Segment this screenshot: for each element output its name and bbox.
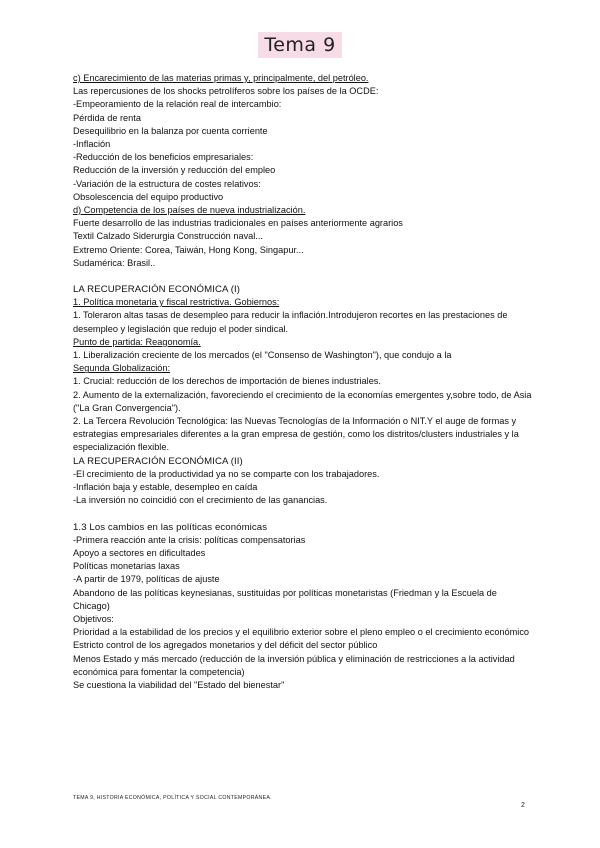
section-heading-cambios-politicas: 1.3 Los cambios en las políticas económicas: [73, 521, 268, 533]
page-number: 2: [521, 802, 525, 809]
text-line: -Inflación baja y estable, desempleo en caída: [73, 482, 258, 493]
text-line: Extremo Oriente: Corea, Taiwán, Hong Kong, Singapur...: [73, 244, 304, 255]
text-line: -Inflación: [73, 139, 111, 150]
text-paragraph: 1. Toleraron altas tasas de desempleo para reducir la inflación.Introdujeron recortes en las prestaciones de desempleo y legislación que redujo el poder sindical.: [73, 310, 508, 334]
text-line: Estricto control de los agregados monetarios y del déficit del sector público: [73, 640, 378, 651]
text-line: Textil Calzado Siderurgia Construcción naval...: [73, 231, 263, 242]
page-title: Tema 9: [258, 32, 341, 58]
section-heading-recuperacion-1: LA RECUPERACIÓN ECONÓMICA (I): [73, 284, 241, 296]
text-paragraph: 2. La Tercera Revolución Tecnológica: las Nuevas Tecnologías de la Información o NIT.Y el auge de formas y estrategias empresariales diferentes a la gran empresa de gestión, como los distritos/clusters industriales y la especialización flexible.: [73, 416, 519, 453]
text-line: Pérdida de renta: [73, 112, 141, 123]
document-body: [73, 72, 533, 692]
subheading-materias-primas: c) Encarecimiento de las materias primas y, principalmente, del petróleo.: [73, 73, 369, 83]
text-line: Reducción de la inversión y reducción del empleo: [73, 165, 276, 176]
section-heading-recuperacion-2: LA RECUPERACIÓN ECONÓMICA (II): [73, 455, 243, 467]
text-line: Sudamérica: Brasil..: [73, 257, 156, 268]
text-line: -A partir de 1979, políticas de ajuste: [73, 574, 220, 585]
spacer: [73, 508, 533, 521]
text-line: 1. Liberalización creciente de los mercados (el "Consenso de Washington"), que condujo a la: [73, 350, 452, 361]
subheading-punto-partida: Punto de partida: Reagonomía.: [73, 336, 201, 347]
text-line: -Variación de la estructura de costes relativos:: [73, 178, 261, 189]
text-paragraph: Menos Estado y más mercado (reducción de la inversión pública y eliminación de restricciones a la actividad económica para fomentar la competencia): [73, 653, 515, 677]
text-line: Obsolescencia del equipo productivo: [73, 191, 224, 202]
text-line: Se cuestiona la viabilidad del "Estado del bienestar": [73, 679, 285, 690]
spacer: [73, 270, 533, 283]
subheading-politica-monetaria: 1. Política monetaria y fiscal restrictiva. Gobiernos:: [73, 297, 280, 308]
text-paragraph: 2. Aumento de la externalización, favoreciendo el crecimiento de la economías emergentes y,sobre todo, de Asia ("La Gran Convergencia").: [73, 389, 532, 413]
text-line: Desequilibrio en la balanza por cuenta corriente: [73, 125, 268, 136]
text-paragraph: Abandono de las políticas keynesianas, sustituidas por políticas monetaristas (Friedman y la Escuela de Chicago): [73, 587, 497, 611]
text-line: 1. Crucial: reducción de los derechos de importación de bienes industriales.: [73, 376, 381, 387]
subheading-competencia: d) Competencia de los países de nueva industrialización.: [73, 205, 306, 216]
text-line: -La inversión no coincidió con el crecimiento de las ganancias.: [73, 495, 328, 506]
title-wrap: [0, 32, 600, 58]
page-footer: TEMA 9, HISTORIA ECONÓMICA, POLÍTICA Y SOCIAL CONTEMPORÁNEA.: [73, 795, 272, 801]
text-line: -Reducción de los beneficios empresariales:: [73, 152, 254, 163]
text-line: -Empeoramiento de la relación real de intercambio:: [73, 99, 282, 110]
text-line: Las repercusiones de los shocks petrolíferos sobre los países de la OCDE:: [73, 86, 379, 97]
text-line: Apoyo a sectores en dificultades: [73, 547, 206, 558]
text-paragraph: Prioridad a la estabilidad de los precios y el equilibrio exterior sobre el pleno empleo o el crecimiento económico: [73, 627, 530, 638]
text-line: -Primera reacción ante la crisis: políticas compensatorias: [73, 534, 306, 545]
text-line: Políticas monetarias laxas: [73, 561, 180, 572]
subheading-segunda-globalizacion: Segunda Globalización:: [73, 363, 171, 374]
text-line: Objetivos:: [73, 613, 114, 624]
text-line: Fuerte desarrollo de las industrias tradicionales en países anteriormente agrarios: [73, 218, 403, 229]
text-line: -El crecimiento de la productividad ya no se comparte con los trabajadores.: [73, 468, 380, 479]
